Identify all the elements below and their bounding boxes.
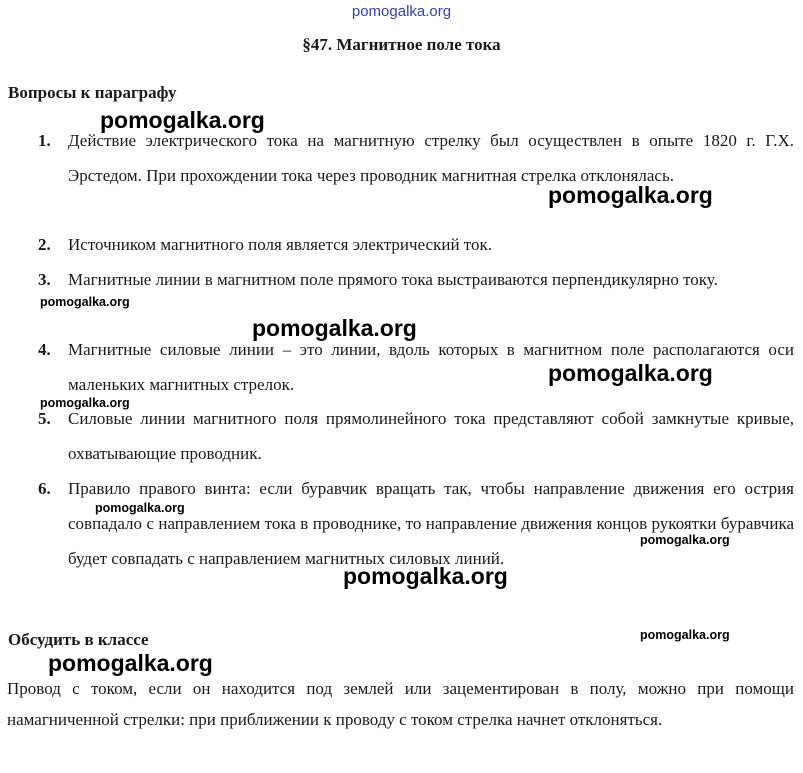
question-text: Правило правого винта: если буравчик вращать так, чтобы направление движения его острия совпадало с направлением тока в проводнике, то направление движения концов рукоятки буравчика будет совпадать с направлением магнитных силовых линий. (68, 479, 794, 568)
watermark: pomogalka.org (100, 107, 265, 133)
watermark: pomogalka.org (252, 315, 417, 341)
question-item-3 (38, 262, 794, 297)
question-number: 3. (38, 270, 51, 289)
discuss-paragraph: Провод с током, если он находится под землей или зацементирован в полу, можно при помощи намагниченной стрелки: при приближении к проводу с током стрелка начнет отклоняться. (7, 679, 794, 729)
question-number: 2. (38, 235, 51, 254)
watermark: pomogalka.org (640, 533, 730, 547)
watermark: pomogalka.org (548, 182, 713, 208)
watermark: pomogalka.org (95, 501, 185, 515)
site-link[interactable]: pomogalka.org (351, 3, 452, 20)
page-title: §47. Магнитное поле тока (302, 35, 501, 54)
question-item-5 (38, 401, 794, 471)
watermark: pomogalka.org (40, 396, 130, 410)
question-text: Действие электрического тока на магнитную стрелку был осуществлен в опыте 1820 г. Г.Х. Эрстедом. При прохождении тока через проводник магнитная стрелка отклонялась. (68, 131, 794, 185)
watermark: pomogalka.org (343, 563, 508, 589)
watermark: pomogalka.org (40, 295, 130, 309)
question-item-6 (38, 471, 794, 576)
question-number: 6. (38, 479, 51, 498)
questions-heading: Вопросы к параграфу (8, 83, 177, 102)
question-number: 1. (38, 131, 51, 150)
question-text: Магнитные линии в магнитном поле прямого тока выстраиваются перпендикулярно току. (68, 270, 718, 289)
watermark: pomogalka.org (548, 360, 713, 386)
question-number: 5. (38, 409, 51, 428)
watermark: pomogalka.org (48, 650, 213, 676)
question-item-2 (38, 227, 794, 262)
watermark: pomogalka.org (640, 628, 730, 642)
question-text: Магнитные силовые линии – это линии, вдоль которых в магнитном поле располагаются оси маленьких магнитных стрелок. (68, 340, 794, 394)
discuss-heading: Обсудить в классе (8, 630, 149, 649)
question-text: Силовые линии магнитного поля прямолинейного тока представляют собой замкнутые кривые, охватывающие проводник. (68, 409, 794, 463)
question-text: Источником магнитного поля является электрический ток. (68, 235, 493, 254)
question-number: 4. (38, 340, 51, 359)
